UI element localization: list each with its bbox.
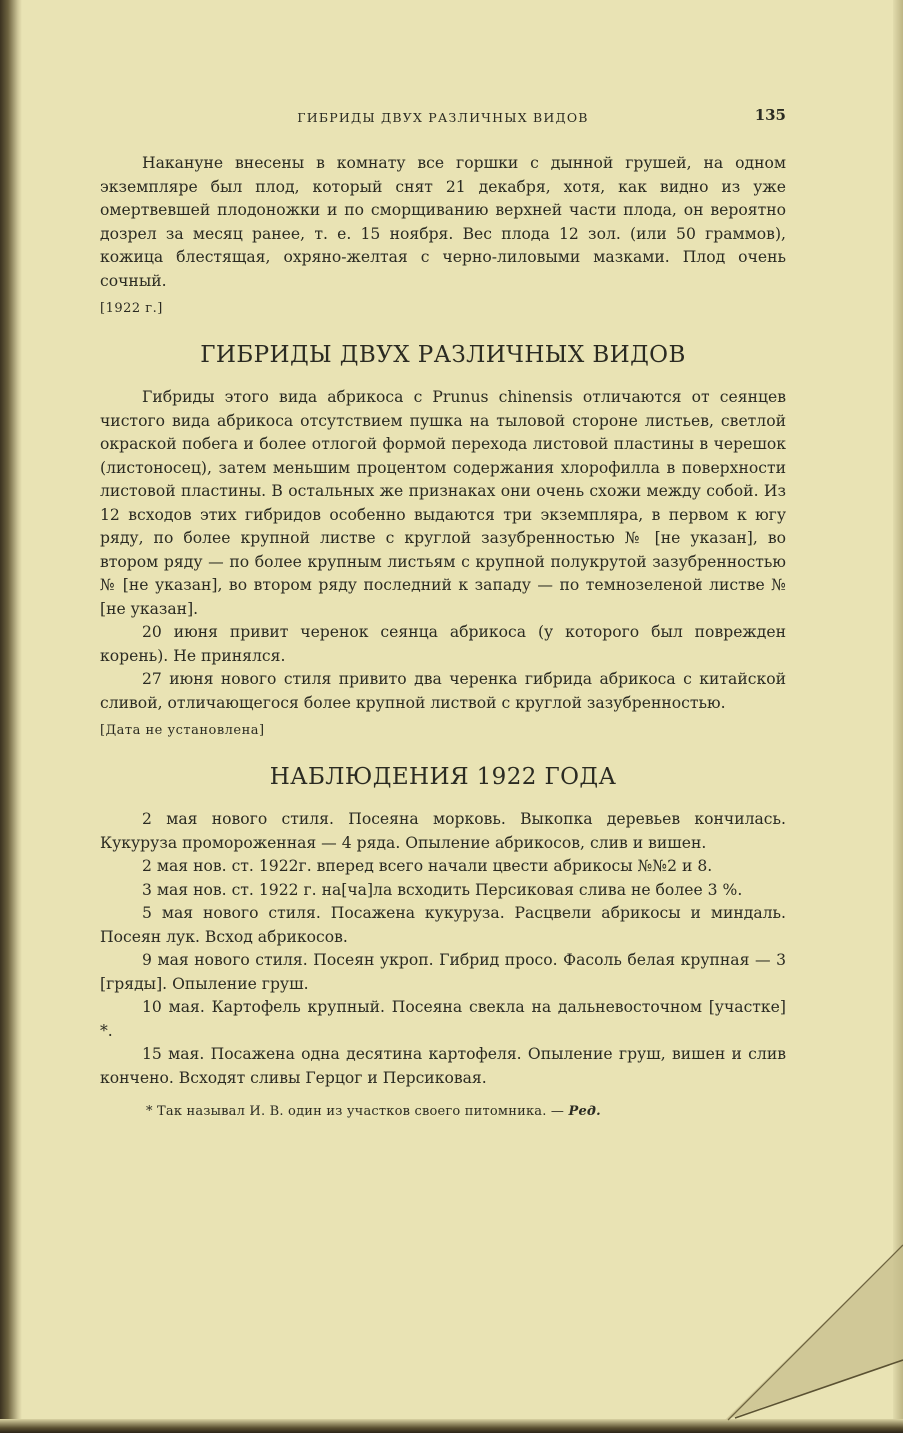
observation-entry: 3 мая нов. ст. 1922 г. на[ча]ла всходить Персиковая слива не более 3 %.	[142, 880, 743, 899]
running-head	[100, 106, 786, 134]
observation-entry: 5 мая нового стиля. Посажена кукуруза. Расцвели абрикосы и миндаль. Посеян лук. Всход абрикосов.	[100, 904, 786, 946]
observation-entry: 10 мая. Картофель крупный. Посеяна свекла на дальневосточном [участке] *.	[100, 998, 786, 1040]
observation-entry: 9 мая нового стиля. Посеян укроп. Гибрид просо. Фасоль белая крупная — 3 [гряды]. Опыление груш.	[100, 951, 786, 993]
running-head-title: ГИБРИДЫ ДВУХ РАЗЛИЧНЫХ ВИДОВ	[297, 110, 589, 125]
footnote-editor-mark: Ред.	[568, 1104, 601, 1119]
intro-date: [1922 г.]	[100, 301, 163, 316]
page-content	[100, 100, 786, 1119]
hybrids-date: [Дата не установлена]	[100, 723, 265, 738]
observation-entry: 2 мая нового стиля. Посеяна морковь. Выкопка деревьев кончилась. Кукуруза промороженная — 4 ряда. Опыление абрикосов, слив и вишен.	[100, 810, 786, 852]
hybrids-paragraph: 27 июня нового стиля привито два черенка гибрида абрикоса с китайской сливой, отличающегося более крупной листвой с круглой зазубренностью.	[100, 670, 786, 712]
section-title-observations: НАБЛЮДЕНИЯ 1922 ГОДА	[269, 764, 617, 790]
footnote-text: * Так называл И. В. один из участков своего питомника. —	[146, 1104, 565, 1119]
observation-entry: 15 мая. Посажена одна десятина картофеля. Опыление груш, вишен и слив кончено. Всходят сливы Герцог и Персиковая.	[100, 1045, 786, 1087]
footnote	[100, 1104, 786, 1119]
hybrids-paragraph: Гибриды этого вида абрикоса с Prunus chinensis отличаются от сеянцев чистого вида абрикоса отсутствием пушка на тыловой стороне листьев, светлой окраской побега и более отлогой формой перехода листовой пластины в черешок (листоносец), затем меньшим процентом содержания хлорофилла в поверхности листовой пластины. В остальных же признаках они очень схожи между собой. Из 12 всходов этих гибридов особенно выдаются три экземпляра, в первом к югу ряду, по более крупной листве с круглой зазубренностью № [не указан], во втором ряду — по более крупным листьям с крупной полукрутой зазубренностью № [не указан], во втором ряду последний к западу — по темнозеленой листве № [не указан].	[100, 388, 786, 618]
hybrids-paragraph: 20 июня привит черенок сеянца абрикоса (у которого был поврежден корень). Не принялся.	[100, 623, 786, 665]
section-title-hybrids: ГИБРИДЫ ДВУХ РАЗЛИЧНЫХ ВИДОВ	[200, 342, 686, 368]
observation-entry: 2 мая нов. ст. 1922г. вперед всего начали цвести абрикосы №№2 и 8.	[142, 857, 713, 875]
intro-paragraph: Накануне внесены в комнату все горшки с дынной грушей, на одном экземпляре был плод, который снят 21 декабря, хотя, как видно из уже омертвевшей плодоножки и по сморщиванию верхней части плода, он вероятно дозрел за месяц ранее, т. е. 15 ноября. Вес плода 12 зол. (или 50 граммов), кожица блестящая, охряно-желтая с черно-лиловыми мазками. Плод очень сочный.	[100, 154, 786, 290]
page-number: 135	[754, 106, 786, 124]
